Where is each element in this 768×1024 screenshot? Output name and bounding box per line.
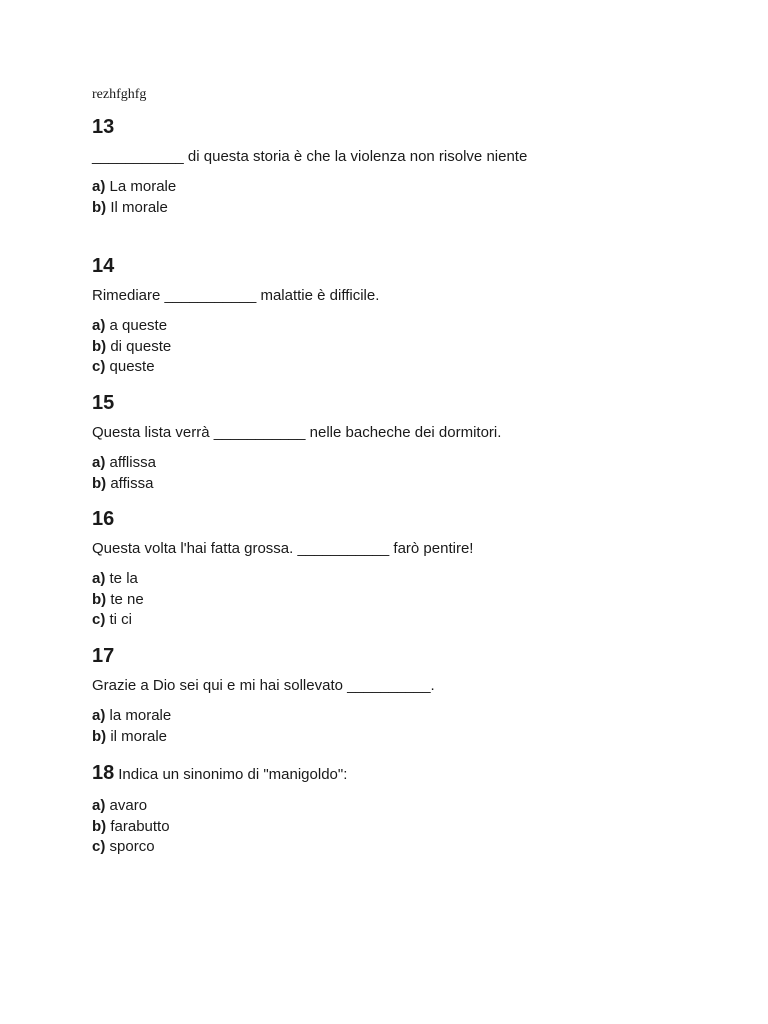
option-text: ti ci bbox=[109, 611, 133, 628]
option-a bbox=[92, 796, 732, 817]
option-letter: a) bbox=[92, 454, 106, 471]
option-letter: b) bbox=[92, 817, 107, 835]
question-number: 15 bbox=[92, 392, 115, 414]
option-c bbox=[92, 610, 732, 631]
option-a bbox=[92, 569, 732, 590]
option-text: a queste bbox=[109, 317, 168, 334]
question-header bbox=[92, 644, 732, 670]
question-17 bbox=[92, 644, 732, 747]
option-b bbox=[92, 590, 732, 611]
option-text: Il morale bbox=[110, 198, 168, 216]
question-prompt: Indica un sinonimo di "manigoldo": bbox=[118, 766, 348, 783]
option-letter: a) bbox=[92, 178, 106, 195]
question-18 bbox=[92, 761, 732, 858]
question-number: 18 bbox=[92, 762, 115, 784]
option-text: di queste bbox=[110, 337, 172, 355]
option-b bbox=[92, 474, 732, 495]
option-letter: a) bbox=[92, 707, 106, 724]
question-prompt: Rimediare ___________ malattie è difficile. bbox=[92, 287, 380, 304]
option-letter: b) bbox=[92, 727, 107, 745]
option-c bbox=[92, 837, 732, 858]
question-number: 16 bbox=[92, 508, 115, 530]
option-letter: a) bbox=[92, 570, 106, 587]
option-letter: b) bbox=[92, 337, 107, 355]
option-letter: a) bbox=[92, 797, 106, 814]
option-text: avaro bbox=[109, 797, 148, 814]
option-text: farabutto bbox=[110, 817, 170, 835]
option-letter: c) bbox=[92, 611, 106, 628]
question-header bbox=[92, 254, 732, 280]
question-prompt: Grazie a Dio sei qui e mi hai sollevato __________. bbox=[92, 677, 435, 694]
option-b bbox=[92, 337, 732, 358]
question-number: 17 bbox=[92, 645, 115, 667]
question-header bbox=[92, 115, 732, 141]
option-text: il morale bbox=[110, 727, 168, 745]
option-text: la morale bbox=[109, 707, 172, 724]
question-14 bbox=[92, 254, 732, 378]
option-text: La morale bbox=[109, 178, 177, 195]
option-a bbox=[92, 453, 732, 474]
question-number: 14 bbox=[92, 255, 115, 277]
options-list bbox=[92, 453, 732, 494]
options-list bbox=[92, 706, 732, 747]
question-prompt: Questa volta l'hai fatta grossa. ___________ farò pentire! bbox=[92, 540, 474, 557]
question-prompt: ___________ di questa storia è che la violenza non risolve niente bbox=[92, 148, 528, 165]
question-header bbox=[92, 391, 732, 417]
option-letter: b) bbox=[92, 590, 107, 608]
option-a bbox=[92, 316, 732, 337]
question-header bbox=[92, 761, 732, 787]
option-letter: c) bbox=[92, 358, 106, 375]
option-a bbox=[92, 706, 732, 727]
option-text: queste bbox=[109, 358, 155, 375]
option-letter: b) bbox=[92, 474, 107, 492]
option-letter: b) bbox=[92, 198, 107, 216]
option-c bbox=[92, 357, 732, 378]
option-b bbox=[92, 817, 732, 838]
options-list bbox=[92, 796, 732, 858]
question-13 bbox=[92, 115, 732, 218]
option-text: sporco bbox=[109, 838, 155, 855]
options-list bbox=[92, 316, 732, 378]
question-15 bbox=[92, 391, 732, 494]
option-text: afflissa bbox=[109, 454, 156, 471]
header-text: rezhfghfg bbox=[92, 87, 147, 102]
question-16 bbox=[92, 507, 732, 631]
option-text: affissa bbox=[110, 474, 154, 492]
options-list bbox=[92, 569, 732, 631]
option-a bbox=[92, 177, 732, 198]
option-letter: a) bbox=[92, 317, 106, 334]
option-b bbox=[92, 198, 732, 219]
option-text: te la bbox=[109, 570, 138, 587]
option-letter: c) bbox=[92, 838, 106, 855]
question-number: 13 bbox=[92, 116, 115, 138]
option-b bbox=[92, 727, 732, 748]
question-header bbox=[92, 507, 732, 533]
option-text: te ne bbox=[110, 590, 144, 608]
question-prompt: Questa lista verrà ___________ nelle bacheche dei dormitori. bbox=[92, 424, 502, 441]
options-list bbox=[92, 177, 732, 218]
